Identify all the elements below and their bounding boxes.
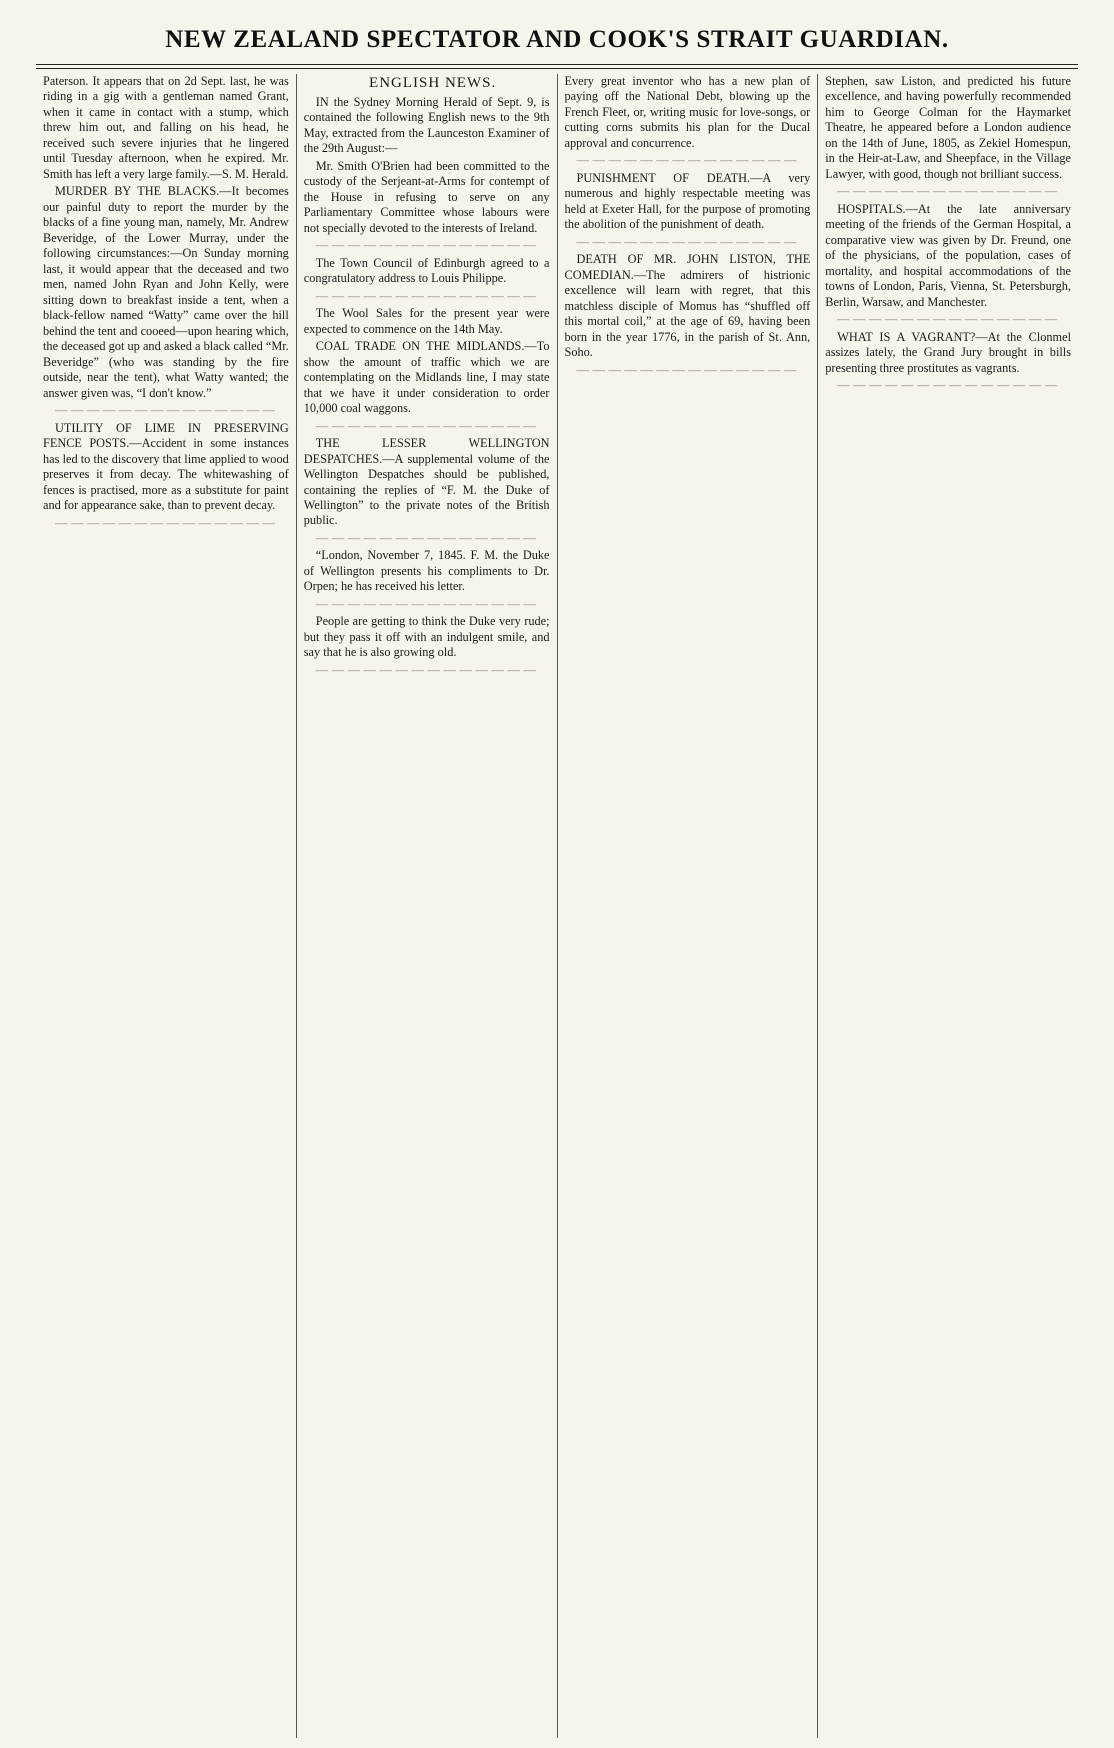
masthead-title: NEW ZEALAND SPECTATOR AND COOK'S STRAIT GUARDIAN. — [165, 26, 949, 53]
column-3 — [557, 74, 818, 1738]
illegible-text-placeholder: — — — — — — — — — — — — — — — [576, 362, 797, 377]
illegible-text-placeholder: — — — — — — — — — — — — — — — [837, 184, 1058, 199]
illegible-text-placeholder: — — — — — — — — — — — — — — — [576, 153, 797, 168]
illegible-text-placeholder: — — — — — — — — — — — — — — — [576, 234, 797, 249]
article-paragraph: Stephen, saw Liston, and predicted his future excellence, and having powerfully recommended him to George Colman for the Haymarket Theatre, he appeared before a London audience on the 14th of June, 1805, as Zekiel Homespun, in the Heir-at-Law, and Sheepface, in the Village Lawyer, with good, though not brilliant success. — [825, 74, 1071, 181]
masthead-rule-thin — [36, 68, 1078, 69]
illegible-text-placeholder: — — — — — — — — — — — — — — — [837, 312, 1058, 327]
article-paragraph: People are getting to think the Duke very rude; but they pass it off with an indulgent smile, and say that he is also growing old. — [303, 614, 550, 660]
article-paragraph: PUNISHMENT OF DEATH.—A very numerous and highly respectable meeting was held at Exeter Hall, for the purpose of promoting the abolition of the punishment of death. — [564, 170, 811, 232]
column-1 — [36, 74, 296, 1738]
masthead-rule — [36, 64, 1078, 65]
article-paragraph: DEATH OF MR. JOHN LISTON, THE COMEDIAN.—The admirers of histrionic excellence will learn with regret, that this matchless disciple of Momus has “shuffled off this mortal coil,” at the age of 69, having been born in the year 1776, in the parish of St. Ann, Soho. — [564, 252, 811, 360]
article-paragraph: UTILITY OF LIME IN PRESERVING FENCE POSTS.—Accident in some instances has led to the discovery that lime applied to wood preserves it from decay. The whitewashing of fences is practised, more as a substitute for paint and for appearance sake, than to prevent decay. — [43, 420, 289, 513]
illegible-text-placeholder: — — — — — — — — — — — — — — — [55, 515, 276, 530]
article-paragraph: “London, November 7, 1845. F. M. the Duke of Wellington presents his compliments to Dr. Orpen; he has received his letter. — [303, 548, 550, 594]
illegible-text-placeholder: — — — — — — — — — — — — — — — [315, 288, 536, 303]
illegible-text-placeholder: — — — — — — — — — — — — — — — [315, 596, 536, 611]
article-paragraph: Mr. Smith O'Brien had been committed to the custody of the Serjeant-at-Arms for contempt of the House in refusing to serve on any Parliamentary Committee whose labours were not specially devoted to the interests of Ireland. — [303, 158, 550, 235]
column-4 — [817, 74, 1078, 1738]
article-paragraph: The Town Council of Edinburgh agreed to a congratulatory address to Louis Philippe. — [303, 255, 550, 286]
illegible-text-placeholder: — — — — — — — — — — — — — — — [315, 238, 536, 253]
illegible-text-placeholder: — — — — — — — — — — — — — — — [837, 378, 1058, 393]
article-paragraph: HOSPITALS.—At the late anniversary meeting of the friends of the German Hospital, a comparative view was given by Dr. Freund, one of the physicians, of the population, cases of mortality, and hospital accommodations of the towns of London, Paris, Vienna, St. Petersburgh, Berlin, Warsaw, and Manchester. — [825, 201, 1071, 309]
illegible-text-placeholder: — — — — — — — — — — — — — — — [315, 530, 536, 545]
article-paragraph: COAL TRADE ON THE MIDLANDS.—To show the amount of traffic which we are contemplating on the Midlands line, I may state that we have it under consideration to order 10,000 coal waggons. — [303, 339, 550, 416]
article-paragraph: THE LESSER WELLINGTON DESPATCHES.—A supplemental volume of the Wellington Despatches should be published, containing the replies of “F. M. the Duke of Wellington” to the private notes of the British public. — [303, 436, 550, 528]
article-paragraph: Paterson. It appears that on 2d Sept. last, he was riding in a gig with a gentleman named Grant, when it came in contact with a stump, which threw him out, and falling on his head, he received such severe injuries that he lingered until Tuesday afternoon, when he expired. Mr. Smith has left a very large family.—S. M. Herald. — [43, 74, 289, 181]
illegible-text-placeholder: — — — — — — — — — — — — — — — [315, 418, 536, 433]
column-2 — [296, 74, 557, 1738]
illegible-text-placeholder: — — — — — — — — — — — — — — — [315, 662, 536, 677]
article-columns — [36, 74, 1078, 1738]
illegible-text-placeholder: — — — — — — — — — — — — — — — [55, 403, 276, 418]
section-heading: ENGLISH NEWS. — [369, 75, 497, 91]
article-paragraph: The Wool Sales for the present year were expected to commence on the 14th May. — [303, 306, 550, 336]
article-paragraph: Every great inventor who has a new plan of paying off the National Debt, blowing up the French Fleet, or, writing music for love-songs, or cutting corns submits his plan for the Ducal approval and concurrence. — [564, 74, 811, 150]
article-paragraph: IN the Sydney Morning Herald of Sept. 9, is contained the following English news to the 9th May, extracted from the Launceston Examiner of the 29th August:— — [303, 94, 550, 156]
article-paragraph: MURDER BY THE BLACKS.—It becomes our painful duty to report the murder by the blacks of a fine young man, namely, Mr. Andrew Beveridge, of the Lower Murray, under the following circumstances:—On Sunday morning last, it would appear that the deceased and two men, named John Ryan and John Kelly, were sitting down to breakfast inside a tent, when a black-fellow named “Watty” came over the hill behind the tent and cooeed—upon hearing which, the deceased got up and asked a black called “Mr. Beveridge” (who was standing by the fire outside, near the tent), what Watty wanted; the answer given was, “I don't know.” — [43, 184, 289, 400]
article-paragraph: WHAT IS A VAGRANT?—At the Clonmel assizes lately, the Grand Jury brought in bills presenting three prostitutes as vagrants. — [825, 329, 1071, 375]
